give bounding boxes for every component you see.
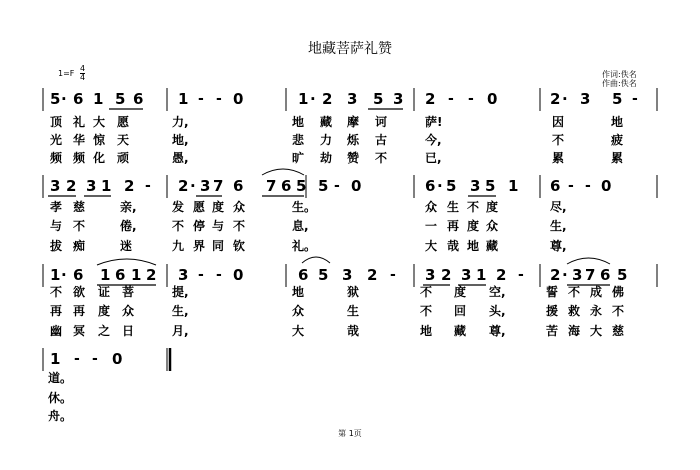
lyric-word: 度 [486,200,499,214]
note-symbol: 5 [318,177,329,195]
note-symbol: 3 [347,90,358,108]
lyric-word: 累 [611,151,624,165]
lyric-word: 地 [467,239,480,253]
lyric-word: 日 [122,324,135,338]
lyric-word: 愿 [193,200,206,214]
lyric-word: 空, [489,285,506,299]
lyric-word: 尊, [550,239,567,253]
note-symbol: 2 [367,266,378,284]
time-signature-top: 4 [79,64,86,73]
lyricist-credit: 作词:佚名 [602,70,637,79]
note-symbol: 5 [485,177,496,195]
lyric-word: 华 [73,133,86,147]
note-symbol: 1 [50,266,61,284]
lyric-word: 烁 [347,133,360,147]
lyric-word: 大 [93,115,106,129]
lyric-word: 迷 [120,239,133,253]
lyric-word: 地 [292,285,305,299]
lyric-word: 顽 [117,151,130,165]
lyric-word: 慈 [612,324,625,338]
note-symbol: 6 [73,90,84,108]
lyric-word: 九 [172,239,185,253]
lyric-word: 顶 [50,115,63,129]
note-symbol: 1 [100,266,111,284]
lyric-word: 发 [172,200,185,214]
note-symbol: 0 [112,350,123,368]
note-symbol: - [448,91,454,107]
note-symbol: 3 [580,90,591,108]
lyric-word: 与 [212,219,225,233]
lyric-word: 欲 [73,285,86,299]
lyric-word: 拔 [50,239,63,253]
note-symbol: 5 [617,266,628,284]
note-symbol: 6 [600,266,611,284]
lyric-word: 度 [454,285,467,299]
note-symbol: 5 [50,90,61,108]
note-symbol: - [568,178,574,194]
lyric-word: 度 [98,304,111,318]
note-symbol: · [437,177,443,195]
lyric-word: 不 [467,200,480,214]
lyric-word: 礼 [73,115,86,129]
lyric-word: 一 [425,219,438,233]
note-symbol: 0 [233,266,244,284]
lyric-word: 累 [552,151,565,165]
note-symbol: 2 [550,266,561,284]
lyric-word: 生 [447,200,460,214]
note-symbol: 3 [461,266,472,284]
note-symbol: 3 [470,177,481,195]
note-symbol: 5 [115,90,126,108]
lyric-word: 众 [425,200,438,214]
note-symbol: 0 [351,177,362,195]
time-signature-bottom: 4 [79,73,86,82]
note-symbol: 1 [131,266,142,284]
lyric-word: 菩 [122,285,135,299]
lyric-word: 众 [233,200,246,214]
note-symbol: · [562,266,568,284]
lyric-word: 再 [50,304,63,318]
note-symbol: 3 [178,266,189,284]
note-symbol: 2 [124,177,135,195]
lyric-word: 愚, [172,151,189,165]
note-symbol: 6 [233,177,244,195]
note-symbol: - [334,178,340,194]
lyric-word: 倦, [120,219,137,233]
note-symbol: 2 [66,177,77,195]
lyric-word: 疲 [611,133,624,147]
lyric-word: 已, [425,151,442,165]
note-symbol: 2 [550,90,561,108]
note-symbol: 5 [612,90,623,108]
lyric-word: 生。 [292,200,317,214]
lyric-word: 摩 [347,115,360,129]
lyric-word: 海 [568,324,581,338]
lyric-word: 地, [172,133,189,147]
lyric-word: 钦 [233,239,246,253]
lyric-word: 救 [568,304,581,318]
note-symbol: · [190,177,196,195]
note-symbol: 6 [281,177,292,195]
lyric-word: 冥 [73,324,86,338]
lyric-word: 藏 [320,115,333,129]
lyric-word: 再 [447,219,460,233]
lyric-word: 不 [420,304,433,318]
lyric-word: 生, [172,304,189,318]
lyric-word: 大 [292,324,305,338]
lyric-word: 天 [117,133,130,147]
lyric-word: 频 [73,151,86,165]
note-symbol: 1 [93,90,104,108]
lyric-word: 息, [292,219,309,233]
lyric-word: 不 [612,304,625,318]
note-symbol: - [518,267,524,283]
lyric-word: 地 [420,324,433,338]
slur-curve [262,169,304,175]
lyric-word: 不 [50,285,63,299]
note-symbol: 6 [115,266,126,284]
lyric-word: 哉 [447,239,460,253]
lyric-word: 成 [590,285,603,299]
lyric-word: 之 [98,324,111,338]
lyric-word: 慈 [73,200,86,214]
lyric-word: 礼。 [292,239,317,253]
note-symbol: - [198,91,204,107]
song-title: 地藏菩萨礼赞 [308,41,392,57]
lyric-word: 月, [172,324,189,338]
lyric-word: 地 [292,115,305,129]
note-symbol: 1 [50,350,61,368]
slur-curve [567,258,610,264]
lyric-word: 藏 [454,324,467,338]
slur-curve [97,259,156,265]
lyric-word: 援 [546,304,559,318]
note-symbol: - [390,267,396,283]
lyric-word: 力 [320,133,333,147]
note-symbol: 6 [73,266,84,284]
lyric-word: 誓 [546,285,559,299]
note-symbol: 5 [318,266,329,284]
lyric-word: 头, [489,304,506,318]
lyric-word: 不 [552,133,565,147]
lyric-word: 萨! [425,115,443,129]
lyric-word: 界 [193,239,206,253]
lyric-word: 不 [233,219,246,233]
note-symbol: 3 [393,90,404,108]
key-signature: 1=F [58,69,75,78]
note-symbol: 6 [550,177,561,195]
lyric-word: 道。 [48,371,73,385]
note-symbol: 1 [178,90,189,108]
note-symbol: · [61,90,67,108]
note-symbol: 1 [476,266,487,284]
note-symbol: 5 [296,177,307,195]
lyric-word: 古 [375,133,388,147]
note-symbol: - [74,351,80,367]
note-symbol: 2 [178,177,189,195]
page-number: 第 1页 [338,429,362,438]
note-symbol: 3 [50,177,61,195]
lyric-word: 尽, [550,200,567,214]
lyric-word: 化 [93,151,106,165]
lyric-word: 幽 [50,324,63,338]
lyric-word: 光 [50,133,63,147]
lyric-word: 频 [50,151,63,165]
lyric-word: 回 [454,304,467,318]
note-symbol: 7 [266,177,277,195]
note-symbol: 3 [572,266,583,284]
note-symbol: 3 [342,266,353,284]
note-symbol: - [198,267,204,283]
lyric-word: 舟。 [48,409,73,423]
note-symbol: 5 [373,90,384,108]
lyric-word: 亲, [120,200,137,214]
note-symbol: 0 [233,90,244,108]
lyric-word: 愿 [117,115,130,129]
lyric-word: 孝 [50,200,63,214]
lyric-word: 尊, [489,324,506,338]
lyric-word: 不 [172,219,185,233]
note-symbol: 2 [496,266,507,284]
note-symbol: 6 [133,90,144,108]
lyric-word: 大 [425,239,438,253]
note-symbol: - [585,178,591,194]
lyric-word: 藏 [486,239,499,253]
note-symbol: - [468,91,474,107]
composer-credit: 作曲:佚名 [602,79,637,88]
note-symbol: · [61,266,67,284]
note-symbol: · [562,90,568,108]
note-symbol: 1 [101,177,112,195]
lyric-word: 哉 [347,324,360,338]
lyric-word: 旷 [292,151,305,165]
note-symbol: - [92,351,98,367]
lyric-word: 再 [73,304,86,318]
note-symbol: 7 [213,177,224,195]
lyric-word: 不 [73,219,86,233]
note-symbol: 6 [425,177,436,195]
note-symbol: 6 [298,266,309,284]
note-symbol: 0 [601,177,612,195]
lyric-word: 狱 [347,285,360,299]
lyric-word: 惊 [93,133,106,147]
note-symbol: 0 [487,90,498,108]
lyric-word: 与 [50,219,63,233]
lyric-word: 休。 [48,391,73,405]
lyric-word: 证 [98,285,111,299]
note-symbol: 5 [446,177,457,195]
lyric-word: 赞 [347,151,360,165]
lyric-word: 不 [375,151,388,165]
note-symbol: 2 [441,266,452,284]
lyric-word: 不 [420,285,433,299]
note-symbol: - [632,91,638,107]
note-symbol: - [216,91,222,107]
note-symbol: - [216,267,222,283]
lyric-word: 力, [172,115,189,129]
note-symbol: 7 [585,266,596,284]
slur-curve [302,257,330,263]
note-symbol: 1 [508,177,519,195]
lyric-word: 生, [550,219,567,233]
note-symbol: 3 [86,177,97,195]
note-symbol: 1 [298,90,309,108]
lyric-word: 诃 [375,115,388,129]
lyric-word: 众 [122,304,135,318]
lyric-word: 停 [193,219,206,233]
note-symbol: 3 [200,177,211,195]
note-symbol: · [310,90,316,108]
lyric-word: 佛 [612,285,625,299]
lyric-word: 不 [568,285,581,299]
lyric-word: 劫 [320,151,333,165]
note-symbol: 2 [425,90,436,108]
lyric-word: 生 [347,304,360,318]
lyric-word: 度 [212,200,225,214]
lyric-word: 大 [590,324,603,338]
lyric-word: 众 [292,304,305,318]
note-symbol: 2 [322,90,333,108]
lyric-word: 提, [172,285,189,299]
lyric-word: 永 [590,304,603,318]
lyric-word: 因 [552,115,565,129]
lyric-word: 痴 [73,239,86,253]
lyric-word: 悲 [292,133,305,147]
lyric-word: 苦 [546,324,559,338]
lyric-word: 众 [486,219,499,233]
lyric-word: 同 [212,239,225,253]
note-symbol: 3 [425,266,436,284]
note-symbol: - [145,178,151,194]
lyric-word: 度 [467,219,480,233]
note-symbol: 2 [146,266,157,284]
lyric-word: 今, [425,133,442,147]
lyric-word: 地 [611,115,624,129]
